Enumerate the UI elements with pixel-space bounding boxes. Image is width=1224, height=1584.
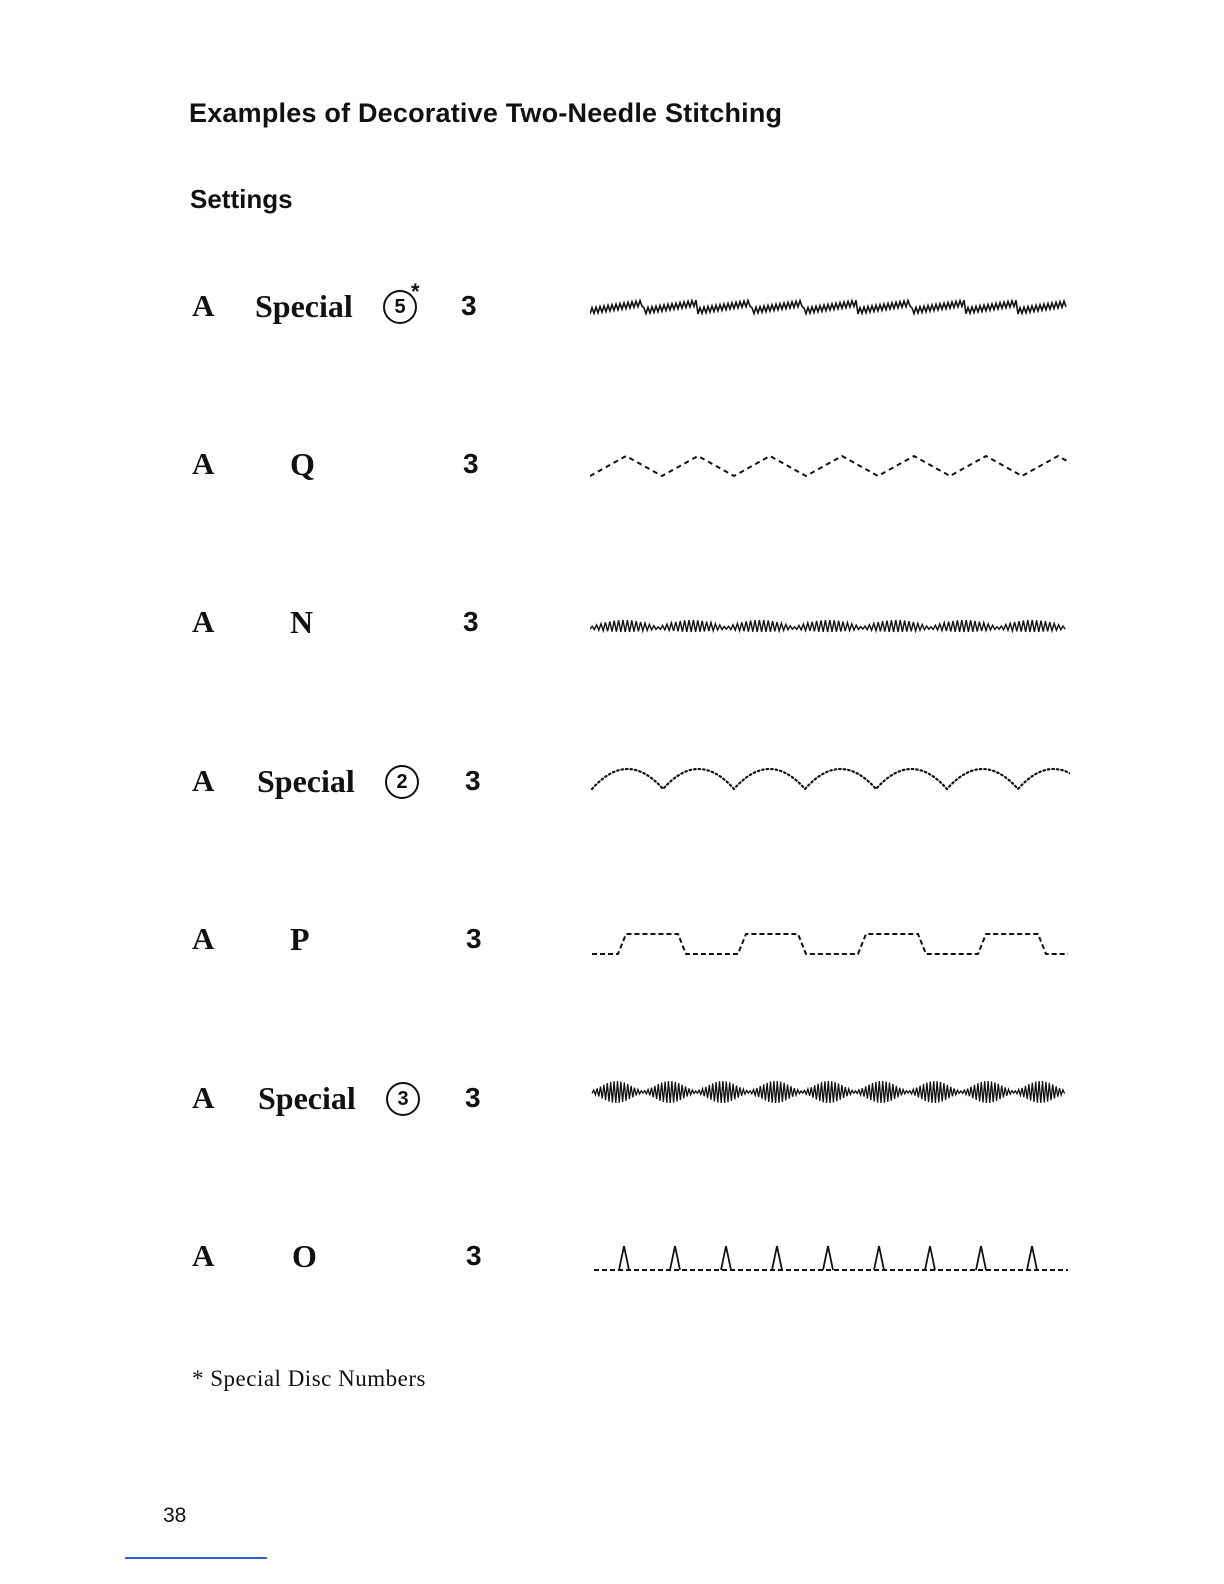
row-setting: Q — [290, 446, 315, 482]
stitch-row — [0, 1068, 1224, 1128]
row-letter: A — [192, 1080, 215, 1115]
stitch-sample-dashed-trapezoid — [590, 909, 1070, 969]
row-setting: N — [290, 604, 314, 640]
stitch-sample-sawtooth-zigzag — [590, 276, 1070, 336]
row-setting: Special — [257, 763, 355, 799]
stitch-sample-dotted-scallops — [590, 751, 1070, 811]
disc-number-badge: 5 — [383, 290, 417, 324]
row-setting: Special — [255, 288, 353, 324]
stitch-row — [0, 751, 1224, 811]
row-width: 3 — [463, 606, 479, 637]
row-width: 3 — [461, 290, 477, 321]
stitch-sample-satin-diamonds — [590, 1068, 1070, 1128]
page-rule — [125, 1557, 267, 1559]
row-width: 3 — [466, 1240, 482, 1271]
stitch-sample-zigzag-waves — [590, 592, 1070, 652]
row-letter: A — [192, 604, 215, 639]
stitch-row — [0, 276, 1224, 336]
special-disc-marker: * — [411, 279, 420, 304]
page-number: 38 — [163, 1504, 187, 1527]
stitch-row — [0, 592, 1224, 652]
row-setting: P — [290, 921, 310, 957]
row-width: 3 — [465, 1082, 481, 1113]
row-letter: A — [192, 288, 215, 323]
row-letter: A — [192, 446, 215, 481]
row-setting: O — [292, 1238, 317, 1274]
stitch-sample-dashed-zigzag — [590, 434, 1070, 494]
page-title: Examples of Decorative Two-Needle Stitching — [189, 98, 783, 128]
stitch-row — [0, 1226, 1224, 1286]
disc-number-badge: 2 — [385, 765, 419, 799]
row-letter: A — [192, 921, 215, 956]
stitch-sample-dashed-peaks — [590, 1226, 1070, 1286]
row-width: 3 — [465, 765, 481, 796]
row-setting: Special — [258, 1080, 356, 1116]
footnote: * Special Disc Numbers — [192, 1366, 426, 1391]
settings-heading: Settings — [190, 184, 293, 214]
row-width: 3 — [466, 923, 482, 954]
row-width: 3 — [463, 448, 479, 479]
disc-number-badge: 3 — [386, 1082, 420, 1116]
row-letter: A — [192, 763, 215, 798]
stitch-row — [0, 909, 1224, 969]
stitch-row — [0, 434, 1224, 494]
row-letter: A — [192, 1238, 215, 1273]
